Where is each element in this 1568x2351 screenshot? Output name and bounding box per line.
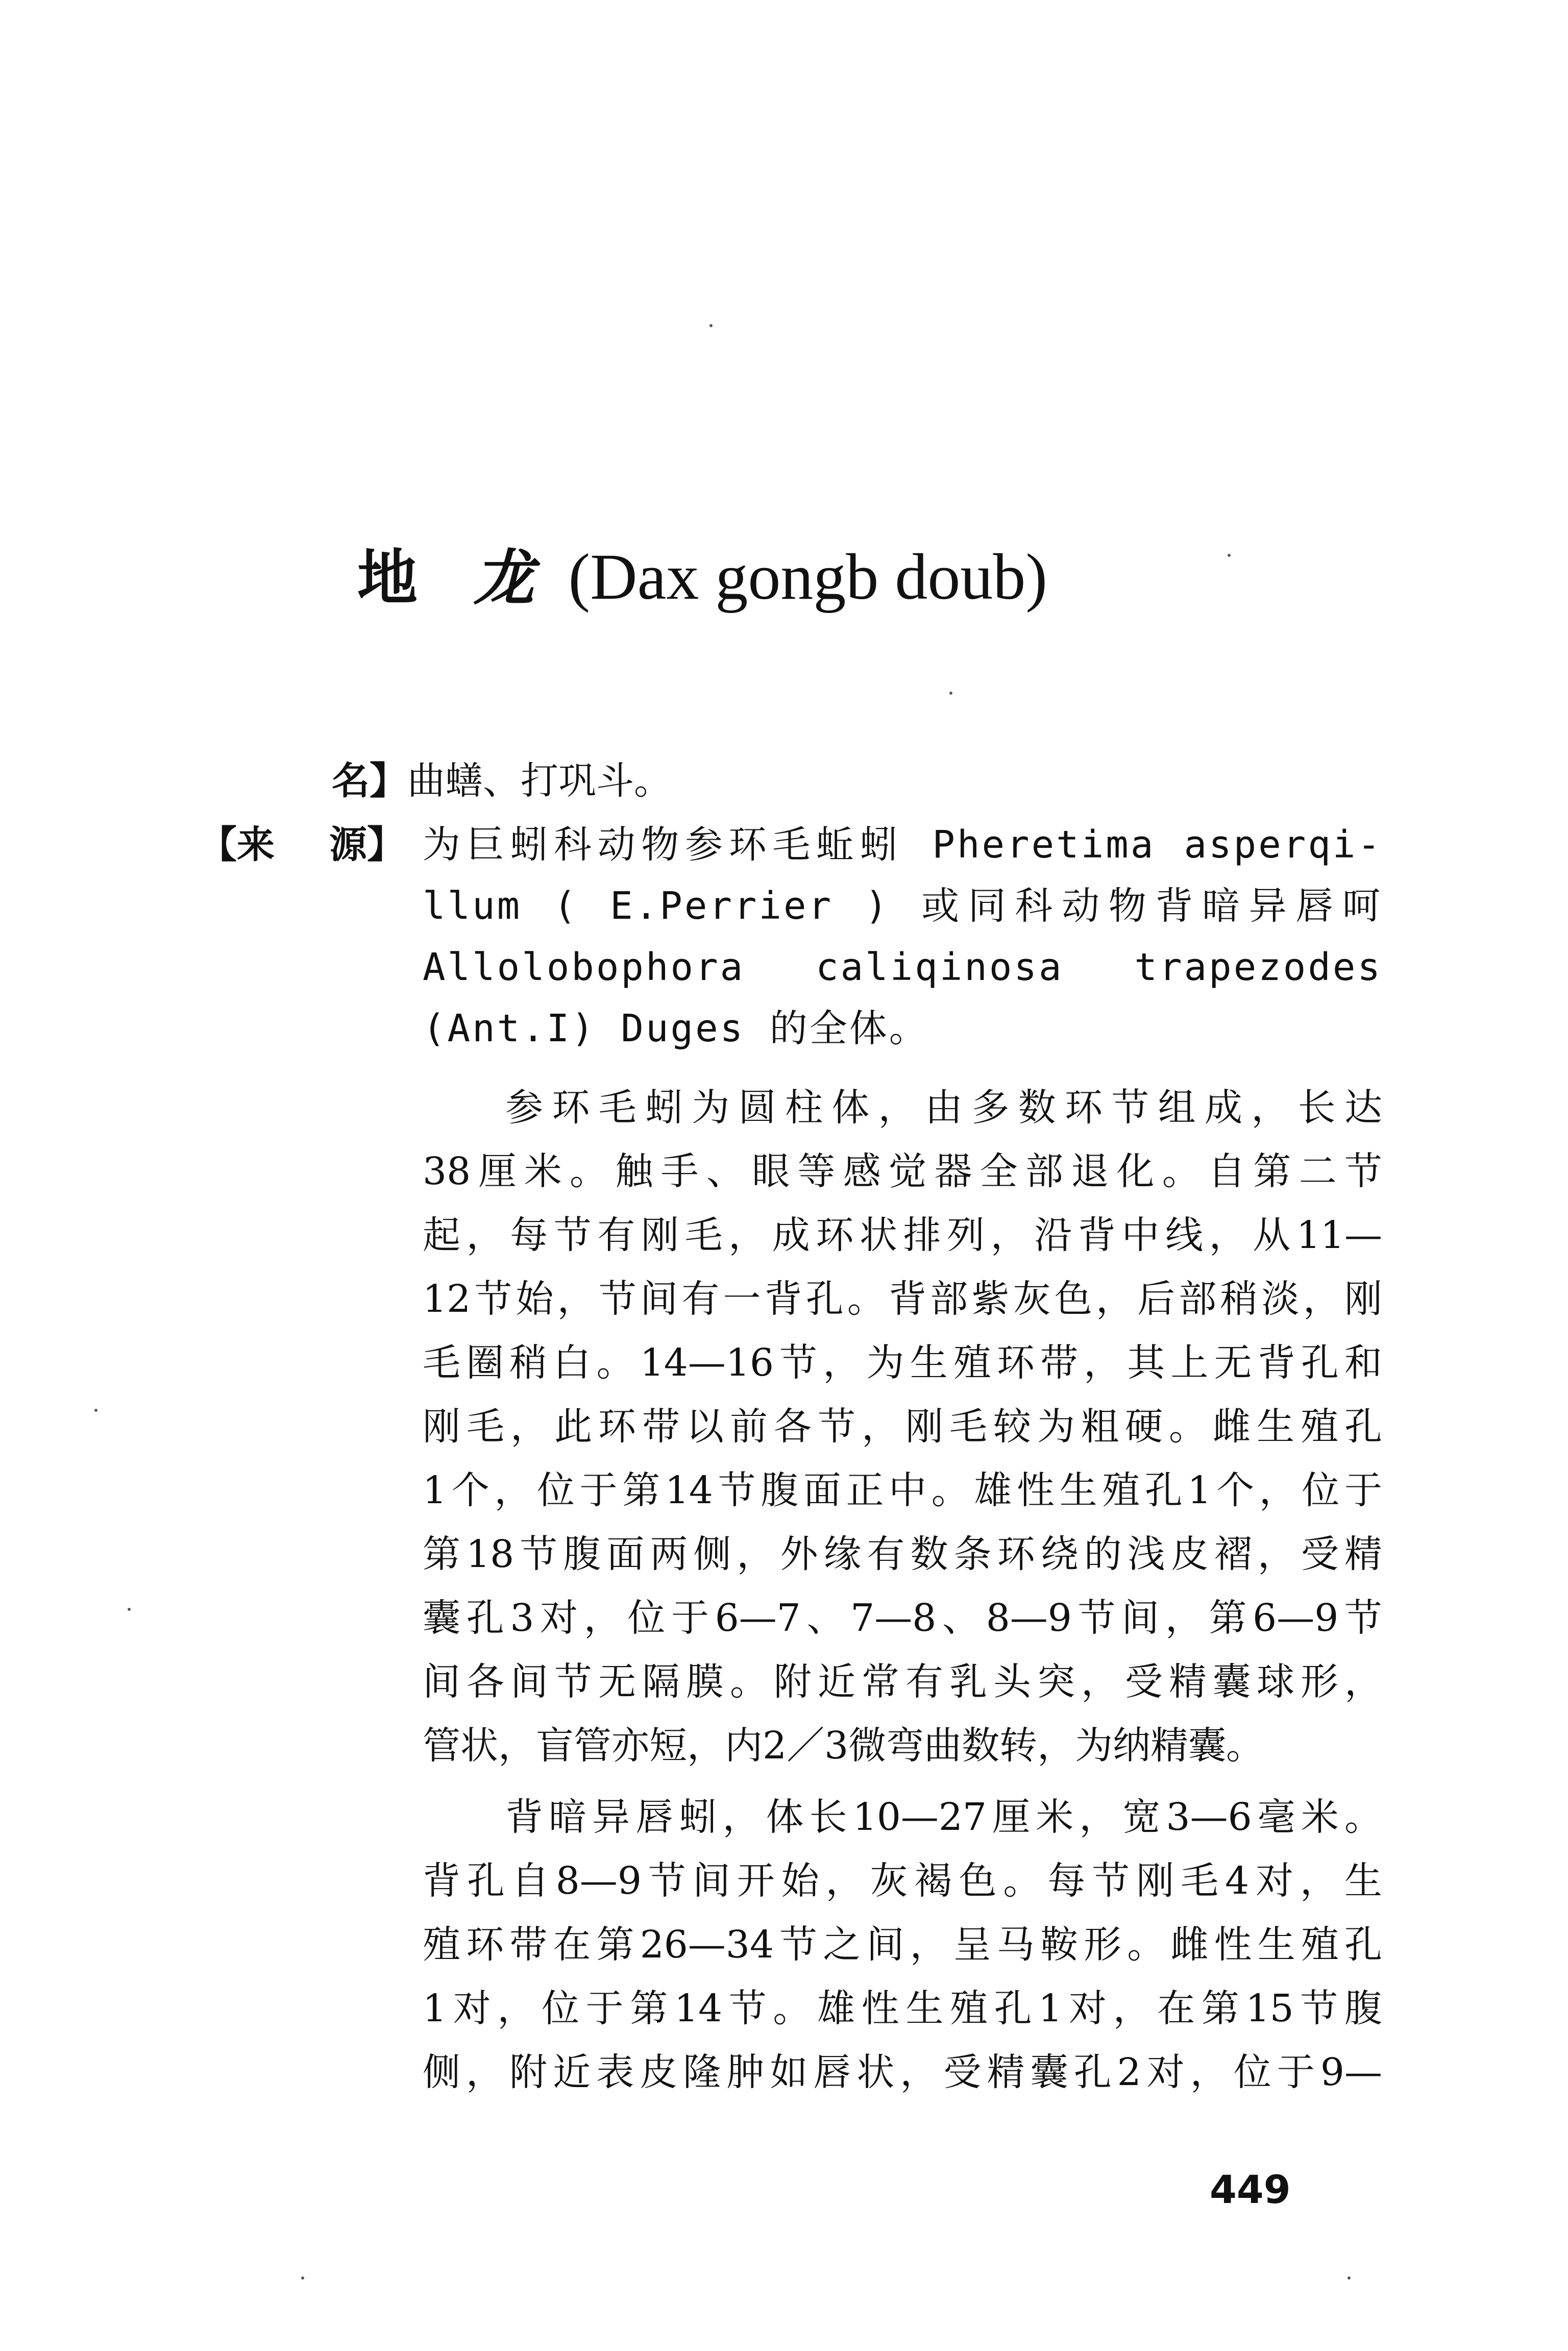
paragraph1-line: 刚毛，此环带以前各节，刚毛较为粗硬。雌生殖孔 [423, 1405, 1382, 1449]
paragraph1-line: 毛圈稍白。14—16节，为生殖环带，其上无背孔和 [423, 1341, 1382, 1385]
paragraph1-line: 间各间节无隔膜。附近常有乳头突，受精囊球形， [423, 1660, 1382, 1704]
paragraph2-line: 1对，位于第14节。雄性生殖孔1对，在第15节腹 [423, 1987, 1382, 2030]
title-chinese-2: 龙 [474, 543, 534, 613]
source-line: Allolobophora caliqinosa trapezodes [423, 945, 1382, 989]
source-line: 为巨蚓科动物参环毛蚯蚓 Pheretima asperqi- [423, 823, 1382, 867]
paragraph2-line: 侧，附近表皮隆肿如唇状，受精囊孔2对，位于9— [423, 2050, 1382, 2094]
alias-label: 名】 [332, 759, 407, 803]
source-line: (Ant.I) Duges 的全体。 [423, 1007, 929, 1050]
paragraph1-line: 参环毛蚓为圆柱体，由多数环节组成，长达 [505, 1086, 1382, 1130]
page-number: 449 [1210, 2167, 1291, 2212]
paragraph1-line: 起，每节有刚毛，成环状排列，沿背中线，从11— [423, 1213, 1382, 1257]
source-bracket: 【来 [199, 823, 275, 867]
entry-title [357, 541, 1047, 614]
scan-speck [1228, 554, 1231, 557]
paragraph1-line: 38厘米。触手、眼等感觉器全部退化。自第二节 [423, 1149, 1382, 1193]
paragraph2-line: 殖环带在第26—34节之间，呈马鞍形。雌性生殖孔 [423, 1923, 1382, 1967]
paragraph1-line: 12节始，节间有一背孔。背部紫灰色，后部稍淡，刚 [423, 1277, 1382, 1321]
paragraph2-line: 背孔自8—9节间开始，灰褐色。每节刚毛4对，生 [423, 1859, 1382, 1903]
scan-speck [1348, 2276, 1351, 2280]
scan-speck [94, 1409, 97, 1412]
source-label: 源】 [329, 823, 405, 867]
paragraph2-line: 背暗异唇蚓，体长10—27厘米，宽3—6毫米。 [505, 1795, 1382, 1839]
alias-text: 曲蟮、打巩斗。 [407, 759, 672, 803]
paragraph1-line: 囊孔3对，位于6—7、7—8、8—9节间，第6—9节 [423, 1596, 1382, 1640]
paragraph1-line: 第18节腹面两侧，外缘有数条环绕的浅皮褶，受精 [423, 1532, 1382, 1576]
scan-speck [128, 1608, 131, 1611]
alias-row [332, 750, 672, 812]
scan-speck [949, 692, 952, 695]
title-chinese-1: 地 [357, 543, 474, 613]
source-line: llum ( E.Perrier ) 或同科动物背暗异唇呵 [423, 884, 1382, 928]
scan-speck [709, 324, 713, 327]
scan-speck [301, 2276, 304, 2280]
paragraph1-line: 管状，盲管亦短，内2／3微弯曲数转，为纳精囊。 [423, 1724, 1264, 1768]
paragraph1-line: 1个，位于第14节腹面正中。雄性生殖孔1个，位于 [423, 1468, 1382, 1512]
title-pinyin: (Dax gongb doub) [568, 541, 1048, 613]
